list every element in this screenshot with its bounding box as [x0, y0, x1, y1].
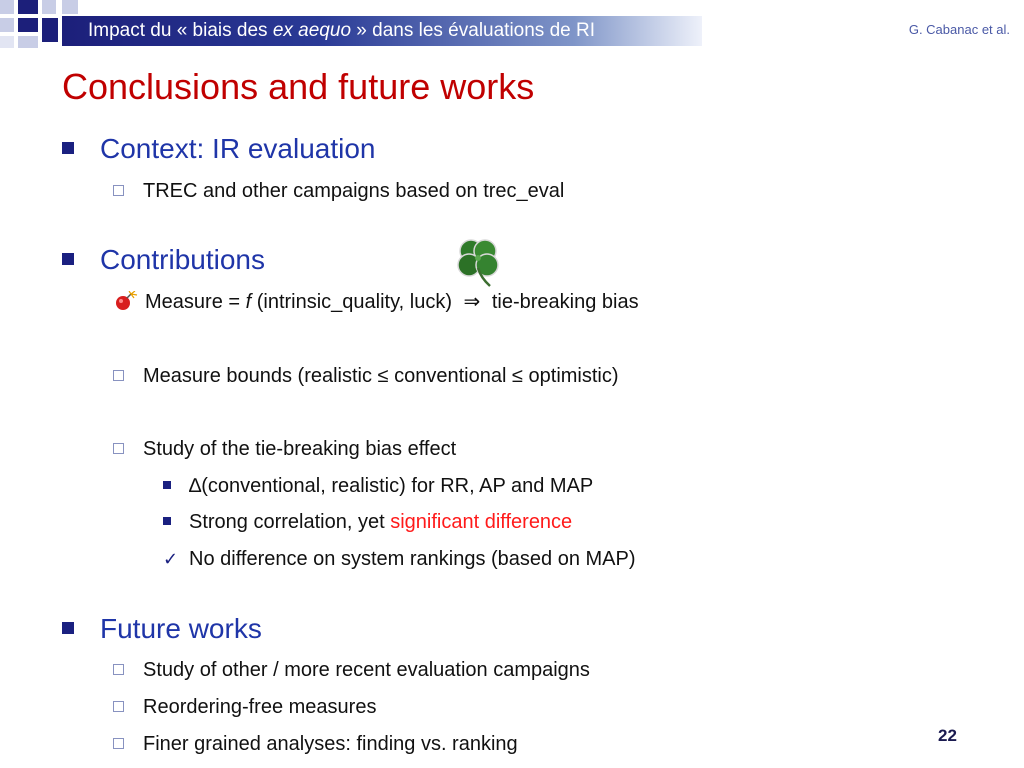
list-item: Study of other / more recent evaluation campaigns — [113, 656, 590, 684]
study-subitem-delta: ∆(conventional, realistic) for RR, AP and MAP — [163, 472, 593, 500]
bullet-contributions: Contributions — [62, 242, 265, 278]
page-number: 22 — [938, 726, 957, 745]
contribution-bounds: Measure bounds (realistic ≤ conventional ≤ optimistic) — [113, 362, 619, 390]
study-subitem-correlation: Strong correlation, yet significant difference — [163, 508, 572, 536]
header-author: G. Cabanac et al. — [908, 22, 1010, 37]
contribution-measure: Measure = f (intrinsic_quality, luck) ⇒ tie-breaking bias — [113, 288, 639, 316]
list-item: TREC and other campaigns based on trec_eval — [113, 177, 564, 205]
study-subitem-rankings: ✓ No difference on system rankings (based on MAP) — [163, 545, 636, 573]
list-item: Reordering-free measures — [113, 693, 376, 721]
list-item: Finer grained analyses: finding vs. ranking — [113, 730, 518, 758]
four-leaf-clover-icon — [454, 238, 502, 290]
bomb-icon — [113, 291, 139, 311]
square-bullet-icon — [62, 142, 74, 154]
hollow-square-bullet-icon — [113, 370, 124, 381]
small-square-bullet-icon — [163, 517, 171, 525]
small-square-bullet-icon — [163, 481, 171, 489]
hollow-square-bullet-icon — [113, 664, 124, 675]
hollow-square-bullet-icon — [113, 738, 124, 749]
hollow-square-bullet-icon — [113, 701, 124, 712]
square-bullet-icon — [62, 622, 74, 634]
slide-title: Conclusions and future works — [62, 66, 535, 107]
header-title: Impact du « biais des ex aequo » dans les évaluations de RI — [88, 20, 596, 41]
contribution-study: Study of the tie-breaking bias effect — [113, 435, 456, 463]
hollow-square-bullet-icon — [113, 443, 124, 454]
bullet-context: Context: IR evaluation — [62, 131, 376, 167]
hollow-square-bullet-icon — [113, 185, 124, 196]
checkmark-icon: ✓ — [163, 549, 179, 569]
bullet-future-works: Future works — [62, 611, 262, 647]
square-bullet-icon — [62, 253, 74, 265]
